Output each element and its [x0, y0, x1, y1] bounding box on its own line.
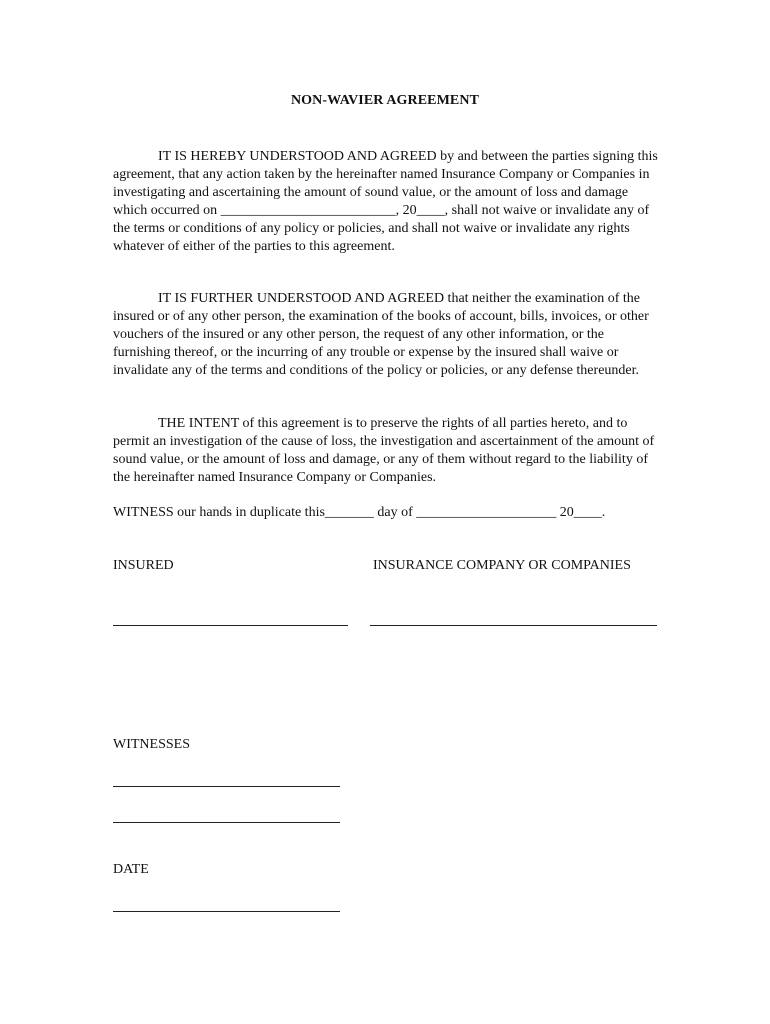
insurance-company-signature-line [370, 625, 657, 626]
witnesses-label: WITNESSES [113, 737, 190, 752]
paragraph-text: IT IS FURTHER UNDERSTOOD AND AGREED that neither the examination of the insured or of any other person, the examination of the books of account, bills, invoices, or other vouchers of the insured or any other person, the request of any other information, or the furnishing thereof, or the incurring of any trouble or expense by the insured shall waive or invalidate any of the terms and conditions of the policy or policies, or any defense thereunder. [113, 291, 649, 378]
paragraph-intent [113, 415, 658, 487]
insured-label: INSURED [113, 558, 174, 573]
paragraph-further-agreed [113, 290, 658, 380]
insured-signature-line [113, 625, 348, 626]
date-label: DATE [113, 862, 149, 877]
paragraph-text: THE INTENT of this agreement is to preserve the rights of all parties hereto, and to permit an investigation of the cause of loss, the investigation and ascertainment of the amount of sound value, or the amount of loss and damage, or any of them without regard to the liability of the hereinafter named Insurance Company or Companies. [113, 416, 655, 485]
document-title: NON-WAVIER AGREEMENT [290, 93, 480, 108]
paragraph-hereby-agreed [113, 148, 658, 256]
witness-signature-line-2 [113, 822, 340, 823]
insurance-company-label: INSURANCE COMPANY OR COMPANIES [373, 558, 631, 573]
date-signature-line [113, 911, 340, 912]
witness-signature-line-1 [113, 786, 340, 787]
paragraph-text: IT IS HEREBY UNDERSTOOD AND AGREED by and between the parties signing this agreement, that any action taken by the hereinafter named Insurance Company or Companies in investigating and ascertaining the amount of sound value, or the amount of loss and damage which occurred on _________________________, 20____, shall not waive or invalidate any of the terms or conditions of any policy or policies, and shall not waive or invalidate any rights whatever of either of the parties to this agreement. [113, 149, 658, 254]
witness-date-line: WITNESS our hands in duplicate this_______ day of ____________________ 20____. [113, 505, 606, 520]
